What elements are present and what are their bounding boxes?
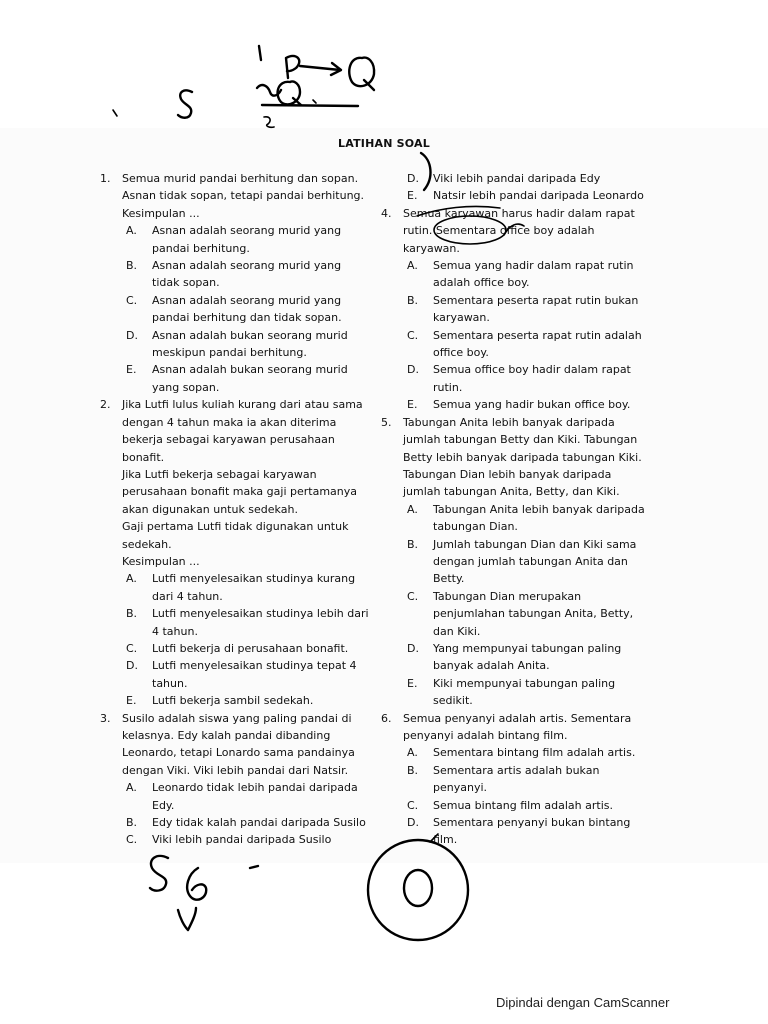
handwritten-numeral-one: [259, 46, 261, 60]
option-letter: D.: [407, 641, 419, 655]
options-list: [122, 779, 370, 849]
option-text: Asnan adalah seorang murid yang tidak sopan.: [152, 259, 342, 290]
options-list: [403, 501, 646, 710]
handwritten-squiggle: [264, 117, 274, 127]
worksheet-title: LATIHAN SOAL: [338, 137, 430, 150]
option-letter: B.: [407, 293, 419, 307]
question-text: Jika Lutfi bekerja sebagai karyawan perusahaan bonafit maka gaji pertamanya akan digunakan untuk sedekah.: [122, 467, 358, 516]
continuation-options: [403, 170, 646, 205]
option-letter: B.: [126, 816, 138, 830]
options-list: [122, 222, 370, 396]
handwritten-p-stroke: [286, 56, 299, 78]
answer-option: [407, 396, 646, 413]
handwritten-six: [187, 868, 206, 900]
question-text: Kesimpulan ...: [122, 206, 200, 220]
option-text: Tabungan Dian merupakan penjumlahan tabungan Anita, Betty, dan Kiki.: [433, 589, 634, 638]
option-text: Asnan adalah bukan seorang murid meskipun pandai berhitung.: [152, 328, 348, 360]
answer-option: [407, 170, 646, 187]
answer-option: [126, 570, 370, 605]
question-text: Asnan tidak sopan, tetapi pandai berhitung.: [122, 189, 365, 203]
right-column: [381, 170, 646, 849]
answer-option: [126, 831, 370, 848]
answer-option: [126, 692, 370, 709]
option-text: Sementara penyanyi bukan bintang film.: [433, 816, 631, 847]
option-text: Jumlah tabungan Dian dan Kiki sama dengan jumlah tabungan Anita dan Betty.: [433, 537, 637, 586]
handwritten-tick-mark: [113, 110, 117, 116]
option-letter: C.: [407, 589, 419, 603]
option-text: Natsir lebih pandai daripada Leonardo: [433, 189, 644, 203]
option-letter: D.: [126, 659, 138, 673]
question-number: 6.: [381, 711, 392, 725]
answer-option: [407, 744, 646, 761]
option-text: Leonardo tidak lebih pandai daripada Edy.: [152, 781, 358, 812]
option-text: Sementara bintang film adalah artis.: [433, 746, 636, 760]
question-body: [122, 396, 370, 709]
answer-option: [407, 814, 646, 849]
question-body: [122, 170, 370, 396]
handwritten-v: [178, 908, 196, 930]
question-item: [381, 205, 646, 414]
handwritten-dash: [250, 866, 258, 868]
question-body: [403, 710, 646, 849]
answer-option: [407, 292, 646, 327]
option-letter: A.: [407, 259, 418, 273]
question-item: [100, 396, 370, 709]
answer-option: [126, 657, 370, 692]
question-number: 4.: [381, 206, 392, 220]
option-text: Asnan adalah bukan seorang murid yang sopan.: [152, 363, 348, 394]
answer-option: [407, 187, 646, 204]
option-text: Sementara peserta rapat rutin bukan karyawan.: [433, 293, 639, 325]
answer-option: [407, 501, 646, 536]
answer-option: [126, 605, 370, 640]
question-item: [100, 170, 370, 396]
question-text: Kesimpulan ...: [122, 554, 200, 568]
option-text: Sementara peserta rapat rutin adalah office boy.: [433, 328, 642, 360]
handwritten-small-mark: [313, 100, 316, 103]
options-list: [403, 744, 646, 848]
answer-option: [126, 292, 370, 327]
option-letter: C.: [126, 641, 138, 655]
option-text: Semua office boy hadir dalam rapat rutin.: [433, 363, 631, 394]
answer-option: [407, 762, 646, 797]
answer-option: [126, 222, 370, 257]
answer-option: [407, 797, 646, 814]
left-column: [100, 170, 370, 849]
handwritten-tilde: [257, 85, 281, 96]
scanner-watermark: Dipindai dengan CamScanner: [496, 995, 670, 1010]
handwritten-zero: [404, 870, 432, 906]
options-list: [403, 257, 646, 414]
option-text: Yang mempunyai tabungan paling banyak adalah Anita.: [433, 641, 622, 673]
question-number: 2.: [100, 398, 111, 412]
question-continuation: [381, 170, 646, 205]
option-letter: C.: [407, 328, 419, 342]
option-text: Viki lebih pandai daripada Susilo: [152, 833, 332, 847]
answer-option: [407, 361, 646, 396]
question-text: Gaji pertama Lutfi tidak digunakan untuk sedekah.: [122, 520, 349, 551]
option-letter: A.: [407, 502, 418, 516]
option-text: Tabungan Anita lebih banyak daripada tabungan Dian.: [433, 502, 645, 534]
question-body: [403, 414, 646, 710]
option-text: Asnan adalah seorang murid yang pandai berhitung.: [152, 224, 342, 255]
answer-option: [126, 814, 370, 831]
option-letter: A.: [407, 746, 418, 760]
answer-option: [407, 588, 646, 640]
continuation-spacer: [381, 170, 403, 205]
option-letter: D.: [407, 363, 419, 377]
option-letter: C.: [407, 798, 419, 812]
handwritten-q-top: [349, 58, 374, 90]
option-letter: B.: [126, 607, 138, 621]
handwritten-arrow-to-q: [300, 63, 341, 75]
option-letter: D.: [407, 172, 419, 185]
option-text: Lutfi bekerja sambil sedekah.: [152, 694, 314, 708]
option-text: Kiki mempunyai tabungan paling sedikit.: [433, 676, 616, 708]
question-text: Jika Lutfi lulus kuliah kurang dari atau sama dengan 4 tahun maka ia akan diterima bekerja sebagai karyawan perusahaan bonafit.: [122, 398, 363, 464]
answer-option: [126, 327, 370, 362]
option-text: Lutfi menyelesaikan studinya tepat 4 tahun.: [152, 659, 357, 690]
answer-option: [407, 640, 646, 675]
option-letter: C.: [126, 833, 138, 847]
question-item: [381, 414, 646, 710]
answer-option: [126, 779, 370, 814]
option-letter: A.: [126, 224, 137, 238]
option-text: Asnan adalah seorang murid yang pandai berhitung dan tidak sopan.: [152, 293, 342, 325]
options-list: [122, 570, 370, 709]
option-text: Sementara artis adalah bukan penyanyi.: [433, 763, 600, 795]
option-letter: A.: [126, 781, 137, 795]
option-letter: E.: [407, 398, 418, 412]
question-text: Susilo adalah siswa yang paling pandai di kelasnya. Edy kalah pandai dibanding Leonardo, tetapi Lonardo sama pandainya dengan Viki. Viki lebih pandai dari Natsir.: [122, 711, 355, 777]
option-letter: E.: [407, 189, 418, 203]
question-text: Semua penyanyi adalah artis. Sementara penyanyi adalah bintang film.: [403, 711, 632, 742]
option-letter: C.: [126, 293, 138, 307]
option-text: Semua yang hadir dalam rapat rutin adalah office boy.: [433, 259, 634, 290]
answer-option: [407, 675, 646, 710]
option-text: Semua yang hadir bukan office boy.: [433, 398, 631, 412]
option-letter: A.: [126, 572, 137, 586]
question-text: Tabungan Anita lebih banyak daripada jumlah tabungan Betty dan Kiki. Tabungan Betty lebih banyak daripada tabungan Kiki. Tabungan Dian lebih banyak daripada jumlah tabungan Anita, Betty, dan Kiki.: [403, 415, 642, 499]
option-text: Lutfi bekerja di perusahaan bonafit.: [152, 641, 349, 655]
option-letter: E.: [126, 694, 137, 708]
handwritten-q-lower: [278, 81, 301, 105]
question-text: Semua karyawan harus hadir dalam rapat rutin. Sementara office boy adalah karyawan.: [403, 206, 635, 255]
option-text: Lutfi menyelesaikan studinya lebih dari 4 tahun.: [152, 607, 369, 638]
question-item: [381, 710, 646, 849]
answer-option: [407, 257, 646, 292]
question-number: 3.: [100, 711, 111, 725]
question-number: 1.: [100, 172, 111, 185]
option-letter: B.: [407, 763, 419, 777]
question-text: Semua murid pandai berhitung dan sopan.: [122, 172, 359, 185]
option-text: Semua bintang film adalah artis.: [433, 798, 613, 812]
handwritten-underline: [262, 105, 358, 106]
answer-option: [126, 640, 370, 657]
option-text: Lutfi menyelesaikan studinya kurang dari 4 tahun.: [152, 572, 356, 603]
option-letter: D.: [126, 328, 138, 342]
option-text: Edy tidak kalah pandai daripada Susilo: [152, 816, 366, 830]
option-letter: B.: [126, 259, 138, 273]
question-body: [122, 710, 370, 849]
option-letter: D.: [407, 816, 419, 830]
option-text: Viki lebih pandai daripada Edy: [433, 172, 601, 185]
answer-option: [126, 361, 370, 396]
answer-option: [407, 536, 646, 588]
question-body: [403, 205, 646, 414]
question-item: [100, 710, 370, 849]
handwritten-s-top: [178, 90, 192, 117]
option-letter: E.: [407, 676, 418, 690]
option-letter: E.: [126, 363, 137, 377]
question-number: 5.: [381, 415, 392, 429]
option-letter: B.: [407, 537, 419, 551]
answer-option: [407, 327, 646, 362]
answer-option: [126, 257, 370, 292]
